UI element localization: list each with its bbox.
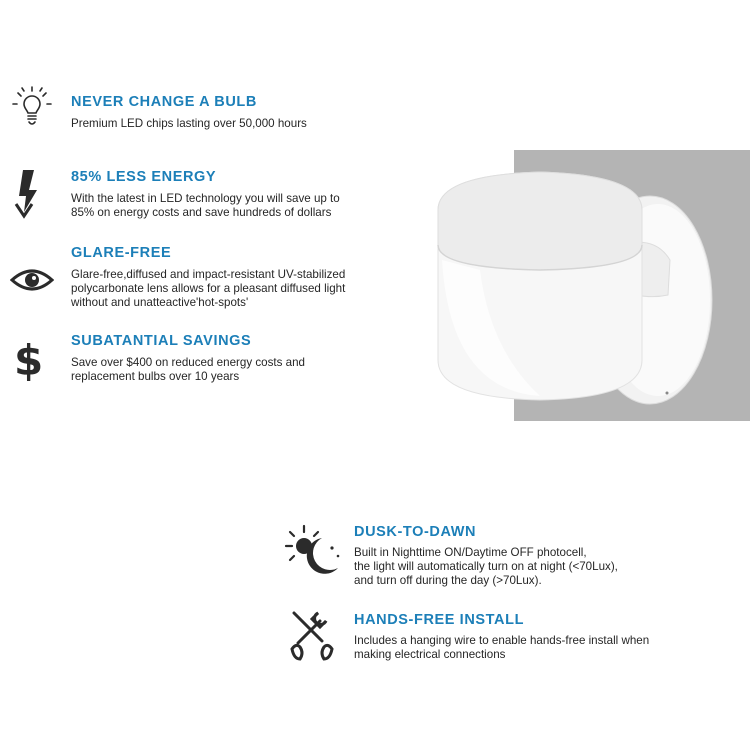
lightbulb-icon	[10, 84, 54, 128]
feature-description: Glare-free,diffused and impact-resistant UV-stabilized polycarbonate lens allows for a pleasant diffused light without and unatteactive'hot-spots'	[71, 268, 346, 309]
feature-title: SUBATANTIAL SAVINGS	[71, 333, 252, 349]
feature-title: 85% LESS ENERGY	[71, 169, 217, 185]
feature-glare-free	[10, 236, 430, 316]
eye-icon	[10, 258, 54, 302]
tools-icon	[288, 607, 338, 667]
feature-title: HANDS-FREE INSTALL	[354, 612, 525, 628]
feature-description: Includes a hanging wire to enable hands-free install when making electrical connections	[354, 634, 650, 661]
feature-description: Premium LED chips lasting over 50,000 hours	[71, 117, 307, 130]
feature-description: Built in Nighttime ON/Daytime OFF photocell, the light will automatically turn on at night (<70Lux), and turn off during the day (>70Lux).	[354, 546, 618, 587]
svg-text:$: $	[14, 336, 44, 383]
light-fixture-image	[420, 150, 750, 425]
feature-title: GLARE-FREE	[71, 245, 172, 261]
feature-never-change-bulb	[10, 84, 430, 144]
sun-moon-icon	[284, 522, 344, 582]
feature-description: Save over $400 on reduced energy costs and replacement bulbs over 10 years	[71, 356, 305, 383]
feature-description: With the latest in LED technology you will save up to 85% on energy costs and save hundreds of dollars	[71, 192, 340, 219]
feature-title: NEVER CHANGE A BULB	[71, 94, 257, 110]
lightning-arrow-icon	[10, 168, 54, 228]
feature-less-energy	[10, 160, 430, 230]
feature-substantial-savings	[10, 325, 430, 395]
dollar-icon	[10, 333, 54, 383]
feature-dusk-to-dawn	[284, 514, 724, 594]
feature-title: DUSK-TO-DAWN	[354, 524, 477, 540]
feature-hands-free-install	[284, 603, 724, 673]
